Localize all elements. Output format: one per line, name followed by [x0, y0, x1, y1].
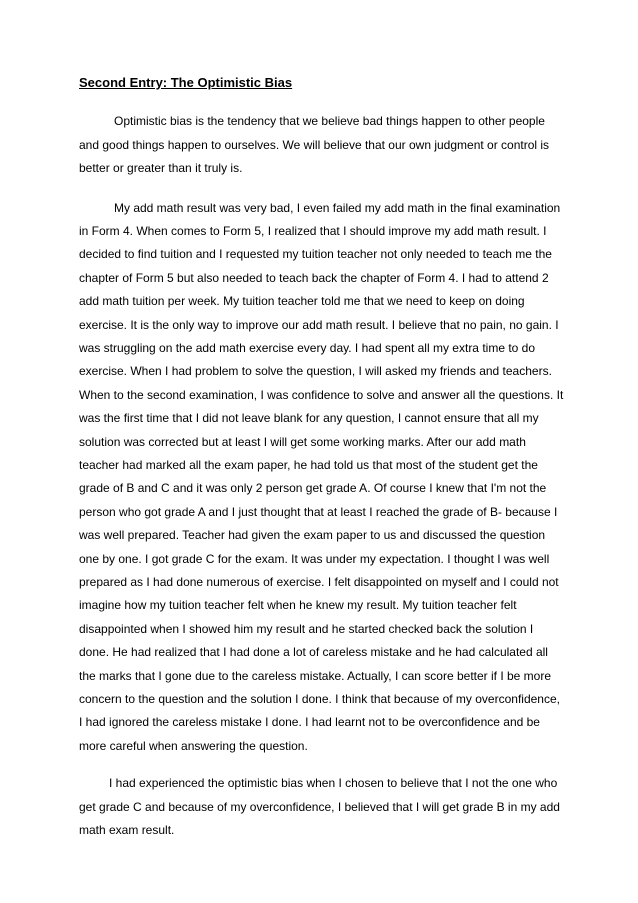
entry-title: Second Entry: The Optimistic Bias — [79, 75, 293, 90]
paragraph-conclusion: I had experienced the optimistic bias when I chosen to believe that I not the one who get grade C and because of my overconfidence, I believed that I will get grade B in my add math exam result. — [79, 776, 560, 838]
paragraph-story: My add math result was very bad, I even failed my add math in the final examination in Form 4. When comes to Form 5, I realized that I should improve my add math result. I decided to find tuition and I requested my tuition teacher not only needed to teach me the chapter of Form 5 but also needed to teach back the chapter of Form 4. I had to attend 2 add math tuition per week. My tuition teacher told me that we need to keep on doing exercise. It is the only way to improve our add math result. I believe that no pain, no gain. I was struggling on the add math exercise every day. I had spent all my extra time to do exercise. When I had problem to solve the question, I will asked my friends and teachers. When to the second examination, I was confidence to solve and answer all the questions. It was the first time that I did not leave blank for any question, I cannot ensure that all my solution was corrected but at least I will get some working marks. After our add math teacher had marked all the exam paper, he had told us that most of the student get the grade of B and C and it was only 2 person get grade A. Of course I knew that I'm not the person who got grade A and I just thought that at least I reached the grade of B- because I was well prepared. Teacher had given the exam paper to us and discussed the question one by one. I got grade C for the exam. It was under my expectation. I thought I was well prepared as I had done numerous of exercise. I felt disappointed on myself and I could not imagine how my tuition teacher felt when he knew my result. My tuition teacher felt disappointed when I showed him my result and he started checked back the solution I done. He had realized that I had done a lot of careless mistake and he had calculated all the marks that I gone due to the careless mistake. Actually, I can score better if I be more concern to the question and the solution I done. I think that because of my overconfidence, I had ignored the careless mistake I done. I had learnt not to be overconfidence and be more careful when answering the question. — [79, 200, 564, 753]
paragraph-definition: Optimistic bias is the tendency that we believe bad things happen to other people and good things happen to ourselves. We will believe that our own judgment or control is better or greater than it truly is. — [79, 114, 550, 175]
